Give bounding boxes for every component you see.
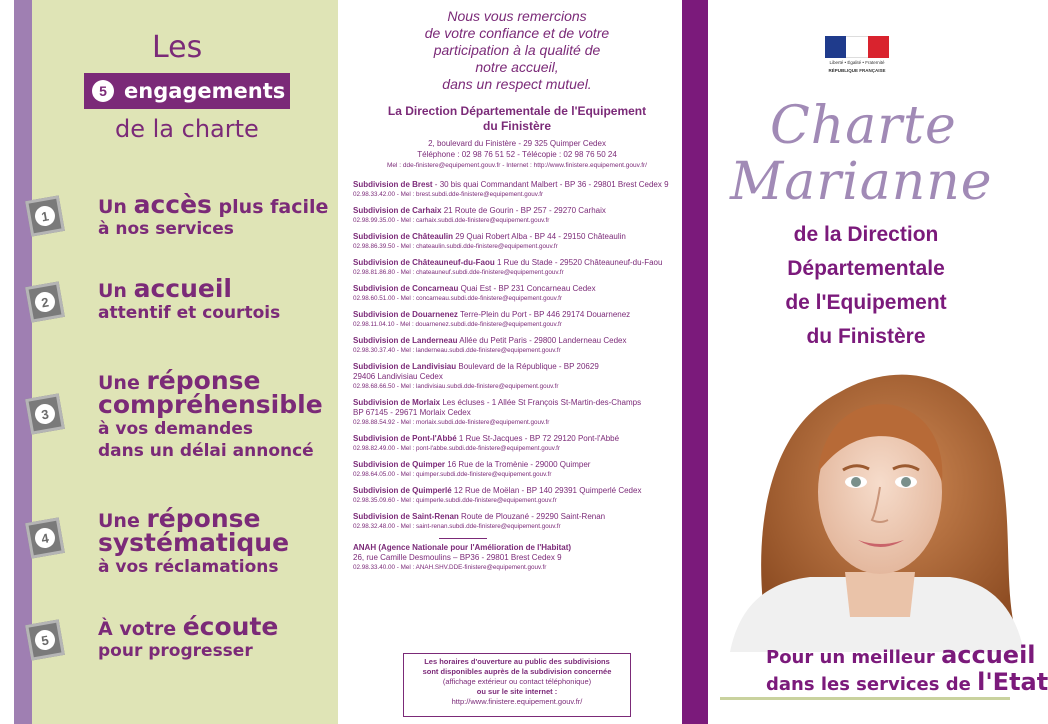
list-item: Subdivision de Quimper 16 Rue de la Tromènie - 29000 Quimper 02.98.64.05.00 - Mel : quimper.subdi.dde-finistere@equipement.gouv.fr (353, 460, 591, 478)
list-item: Subdivision de Quimperlé 12 Rue de Moëlan - BP 140 29391 Quimperlé Cedex 02.98.35.09.60 - Mel : quimperle.subdi.dde-finistere@equipement.gouv.fr (353, 486, 642, 504)
title-charte: Charte (770, 96, 957, 156)
list-item: Subdivision de Châteaulin 29 Quai Robert Alba - BP 44 - 29150 Châteaulin 02.98.86.39.50 - Mel : chateaulin.subdi.dde-finistere@equipement.gouv.fr (353, 232, 626, 250)
republique-francaise-logo (825, 36, 889, 74)
title-marianne: Marianne (730, 152, 993, 212)
engagement-number-3-icon: 3 (25, 393, 65, 434)
list-item: Subdivision de Landerneau Allée du Petit Paris - 29800 Landerneau Cedex 02.98.30.37.40 - Mel : landerneau.subdi.dde-finistere@equipement.gouv.fr (353, 336, 627, 354)
engagement-5: À votre écoute pour progresser (98, 612, 279, 661)
engagement-2: Un accueil attentif et courtois (98, 274, 281, 323)
list-item: Subdivision de Brest - 30 bis quai Commandant Malbert - BP 36 - 29801 Brest Cedex 9 02.98.33.42.00 - Mel : brest.subdi.dde-finistere@equipement.gouv.fr (353, 180, 669, 198)
purple-stripe (14, 0, 32, 724)
logo-republique: RÉPUBLIQUE FRANÇAISE (828, 68, 886, 73)
engagements-label: engagements (124, 79, 286, 103)
opening-hours-note: Les horaires d'ouverture au public des subdivisions sont disponibles auprès de la subdivision concernée (affichage extérieur ou contact téléphonique) ou sur le site internet : http://www.finistere.equipement.gouv.fr/ (403, 653, 631, 717)
list-item: Subdivision de Douarnenez Terre-Plein du Port - BP 446 29174 Douarnenez 02.98.11.04.10 - Mel : douarnenez.subdi.dde-finistere@equipement.gouv.fr (353, 310, 631, 328)
engagement-number-1-icon: 1 (25, 195, 65, 236)
anah-entry: ANAH (Agence Nationale pour l'Amélioration de l'Habitat) 26, rue Camille Desmoulins – BP36 - 29801 Brest Cedex 9 02.98.33.40.00 - Mel : ANAH.SHV.DDE-finistere@equipement.gouv.fr (353, 543, 572, 571)
engagement-4: Une réponse systématique à vos réclamations (98, 504, 290, 577)
title-de-la-charte: de la charte (115, 115, 259, 143)
title-les: Les (152, 30, 203, 65)
engagement-number-4-icon: 4 (25, 517, 65, 558)
engagements-banner (84, 73, 290, 109)
number-five-badge: 5 (92, 80, 114, 102)
list-item: Subdivision de Concarneau Quai Est - BP 231 Concarneau Cedex 02.98.60.51.00 - Mel : concarneau.subdi.dde-finistere@equipement.gouv.fr (353, 284, 596, 302)
list-item: Subdivision de Pont-l'Abbé 1 Rue St-Jacques - BP 72 29120 Pont-l'Abbé 02.98.82.49.00 - Mel : pont-l'abbe.subdi.dde-finistere@equipement.gouv.fr (353, 434, 620, 452)
white-stripe (0, 0, 14, 724)
list-item: Subdivision de Châteauneuf-du-Faou 1 Rue du Stade - 29520 Châteauneuf-du-Faou 02.98.81.86.80 - Mel : chateauneuf.subdi.dde-finistere@equipement.gouv.fr (353, 258, 663, 276)
engagement-3: Une réponse compréhensible à vos demandes dans un délai annoncé (98, 366, 323, 461)
list-item: Subdivision de Morlaix Les écluses - 1 Allée St François St-Martin-des-Champs BP 67145 - 29671 Morlaix Cedex 02.98.88.54.92 - Mel : morlaix.subdi.dde-finistere@equipement.gouv.fr (353, 398, 642, 426)
woman-portrait-photo (730, 352, 1024, 652)
slogan: Pour un meilleur accueil dans les services de l'Etat (766, 641, 1048, 696)
list-item: Subdivision de Landivisiau Boulevard de la République - BP 20629 29406 Landivisiau Cedex 02.98.68.66.50 - Mel : landivisiau.subdi.dde-finistere@equipement.gouv.fr (353, 362, 599, 390)
list-item: Subdivision de Carhaix 21 Route de Gourin - BP 257 - 29270 Carhaix 02.98.99.35.00 - Mel : carhaix.subdi.dde-finistere@equipement.gouv.fr (353, 206, 606, 224)
french-flag-icon (825, 36, 889, 58)
engagement-number-5-icon: 5 (25, 619, 65, 660)
divider (439, 538, 487, 539)
list-item: Subdivision de Saint-Renan Route de Plouzané - 29290 Saint-Renan 02.98.32.48.00 - Mel : saint-renan.subdi.dde-finistere@equipement.gouv.fr (353, 512, 606, 530)
direction-title: La Direction Départementale de l'Equipement du Finistère (387, 104, 647, 133)
engagement-1: Un accès plus facile à nos services (98, 190, 329, 239)
engagement-number-2-icon: 2 (25, 281, 65, 322)
thanks-message: Nous vous remercions de votre confiance et de votre participation à la qualité de notre accueil, dans un respect mutuel. (424, 8, 610, 92)
logo-motto: Liberté • Égalité • Fraternité (829, 60, 885, 65)
subdivision-list (353, 180, 678, 579)
purple-divider-band (682, 0, 708, 724)
direction-address: 2, boulevard du Finistère - 29 325 Quimper Cedex Téléphone : 02 98 76 51 52 - Télécopie : 02 98 76 50 24 Mel : dde-finistere@equipement.gouv.fr - Internet : http://www.finistere.equipement.gouv.fr/ (387, 139, 647, 169)
slogan-underline (720, 697, 1010, 700)
dde-title: de la Direction Départementale de l'Equipement du Finistère (785, 223, 947, 348)
